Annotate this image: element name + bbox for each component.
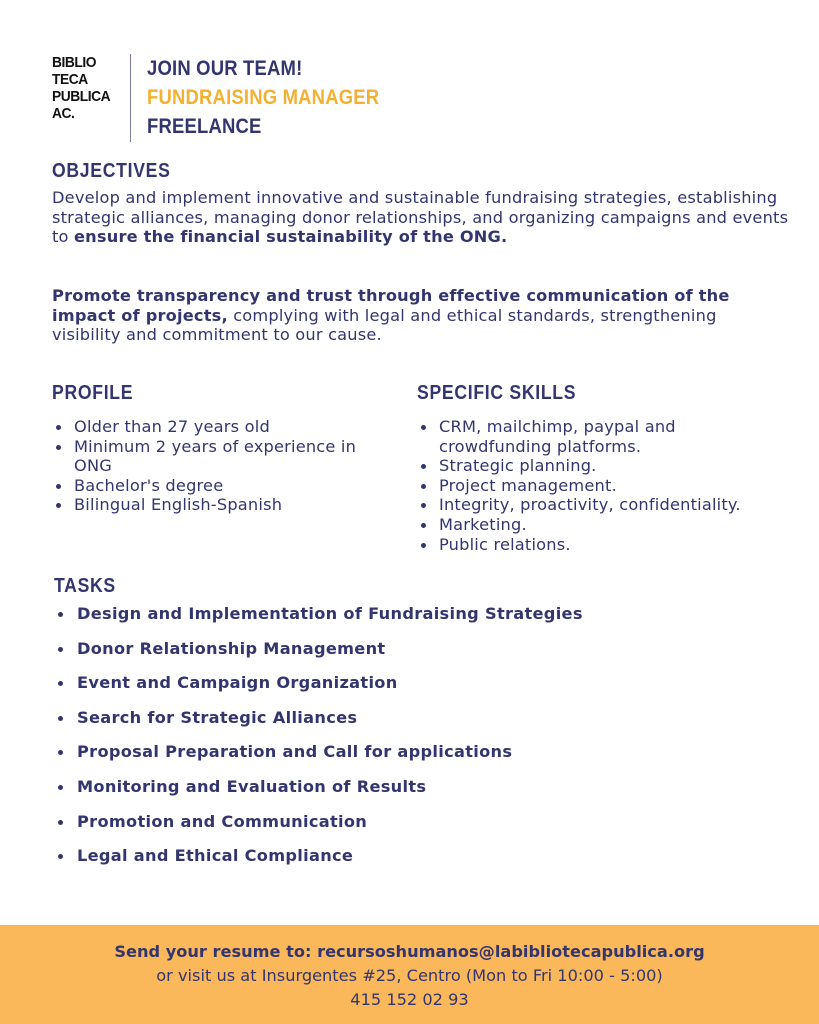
contract-type: FREELANCE: [147, 115, 262, 138]
logo-line: PUBLICA: [52, 88, 111, 105]
list-item: Public relations.: [417, 535, 797, 555]
list-item: Minimum 2 years of experience in ONG: [52, 437, 382, 476]
profile-list: [52, 417, 382, 515]
objectives-p2-bold: Promote transparency and trust through effective communication of the impact of projects,: [52, 286, 730, 325]
list-item: Marketing.: [417, 515, 797, 535]
contact-footer: [0, 925, 819, 1024]
role-heading: FUNDRAISING MANAGER: [147, 86, 380, 109]
task-item: Design and Implementation of Fundraising Strategies: [54, 604, 583, 639]
list-item: Strategic planning.: [417, 456, 797, 476]
resume-email-line: Send your resume to: recursoshumanos@labibliotecapublica.org: [114, 942, 705, 961]
objectives-title: OBJECTIVES: [52, 160, 171, 182]
logo: [52, 54, 118, 122]
list-item: Project management.: [417, 476, 797, 496]
task-item: Proposal Preparation and Call for applications: [54, 742, 583, 777]
header-divider: [130, 54, 131, 142]
task-item: Donor Relationship Management: [54, 639, 583, 674]
list-item: CRM, mailchimp, paypal and crowdfunding platforms.: [417, 417, 719, 456]
objectives-p1-bold: ensure the financial sustainability of the ONG.: [74, 227, 508, 246]
skills-list: [417, 417, 797, 554]
task-item: Search for Strategic Alliances: [54, 708, 583, 743]
profile-title: PROFILE: [52, 382, 134, 404]
join-heading: JOIN OUR TEAM!: [147, 57, 303, 80]
objectives-p2-text: complying with legal and ethical standards, strengthening visibility and commitment to our cause.: [52, 305, 717, 344]
logo-line: BIBLIO: [52, 54, 97, 71]
list-item: Integrity, proactivity, confidentiality.: [417, 495, 797, 515]
list-item: Bachelor's degree: [52, 476, 382, 496]
skills-title: SPECIFIC SKILLS: [417, 382, 577, 404]
task-item: Event and Campaign Organization: [54, 673, 583, 708]
phone-line: 415 152 02 93: [350, 990, 469, 1009]
list-item: Older than 27 years old: [52, 417, 382, 437]
task-item: Legal and Ethical Compliance: [54, 846, 583, 881]
logo-line: TECA: [52, 71, 88, 88]
objectives-paragraph-2: [52, 286, 742, 345]
list-item: Bilingual English-Spanish: [52, 495, 382, 515]
task-item: Monitoring and Evaluation of Results: [54, 777, 583, 812]
header: [147, 54, 379, 141]
objectives-p1-text: Develop and implement innovative and sustainable fundraising strategies, establishing strategic alliances, managing donor relationships, and organizing campaigns and events to: [52, 188, 789, 246]
tasks-list: [54, 604, 583, 881]
logo-line: AC.: [52, 105, 75, 122]
objectives-paragraph-1: [52, 188, 792, 247]
address-line: or visit us at Insurgentes #25, Centro (Mon to Fri 10:00 - 5:00): [156, 966, 663, 985]
task-item: Promotion and Communication: [54, 812, 583, 847]
tasks-title: TASKS: [54, 575, 116, 597]
